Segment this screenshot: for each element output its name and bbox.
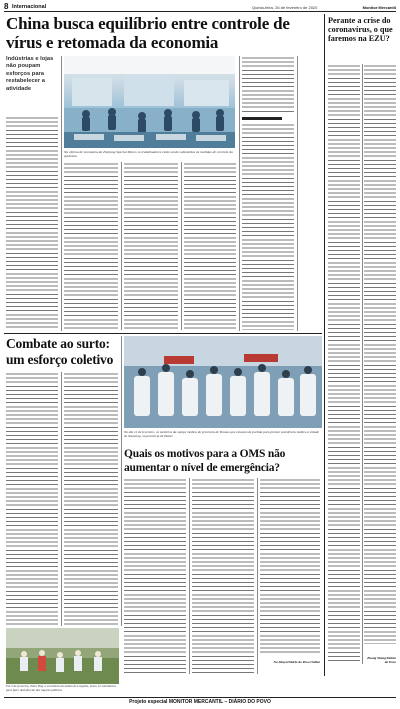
article4-col1-text [124, 478, 186, 674]
page-footer: Projeto especial MONITOR MERCANTIL – DIÁRIO DO POVO [129, 699, 271, 705]
paper-name: Monitor Mercantil [362, 4, 396, 10]
article1-subhead [242, 117, 282, 120]
issue-date: Quinta-feira, 26 de fevereiro de 2020 [252, 4, 318, 10]
article4-col2-text [192, 478, 254, 674]
village-scene [6, 628, 119, 684]
factory-scene [64, 56, 235, 148]
volunteers-photo-caption: Em 5 de fevereiro, Zhou Ying, a secretária da aldeia de Longzhu, levou 12 voluntários para fazer desinfecção dos lugares públicos [6, 685, 116, 692]
medical-team-photo-caption: No dia 12 de fevereiro, os membros da equipe médica do província de Yunnan que estavam de partida para prestar assistência médica à cidade de Xianning, na província de Hubei [124, 430, 319, 438]
article1-col6-text [300, 56, 320, 330]
article1-col3-text [124, 162, 178, 330]
article1-col1-text [6, 116, 58, 330]
factory-photo-caption: Na oficina de montanha da Zhejiang Special Motor, os trabalhadores estão sendo submetidos às medidas de controle da epidemia [64, 150, 233, 159]
article3-col2-text [64, 372, 118, 626]
article1-col5-text [242, 56, 294, 114]
article4-byline: Na Shuyu/Diário do Povo Online [273, 660, 320, 664]
section-label: Internacional [12, 3, 47, 10]
article4-col3-text [260, 478, 320, 654]
article4-title: Quais os motivos para a OMS não aumentar o nível de emergência? [124, 448, 286, 474]
masthead-bar [4, 2, 396, 12]
page-number: 8 [4, 2, 9, 11]
medical-team-photo [124, 336, 322, 428]
sidebar-title: Perante a crise do coronavírus, o que faremos na EZU? [328, 16, 393, 44]
article3-title: Combate ao surto: um esforço coletivo [6, 336, 114, 367]
sidebar-col2-text [364, 64, 396, 644]
article1-col4-text [184, 162, 236, 330]
sidebar-col1-text [328, 64, 360, 664]
medical-team-scene [124, 336, 322, 428]
article3-col1-text [6, 372, 58, 626]
volunteers-photo [6, 628, 119, 684]
factory-photo [64, 56, 235, 148]
article1-col5b-text [242, 123, 294, 330]
article-lede: Indústrias e lojas não poupam esforços para restabelecer a atividade [6, 56, 54, 92]
sidebar-byline: Zhong Sheng/Diário do Povo [367, 656, 396, 664]
article1-col2-text [64, 162, 118, 330]
article-main-title: China busca equilíbrio entre controle de vírus e retomada da economia [6, 14, 290, 52]
